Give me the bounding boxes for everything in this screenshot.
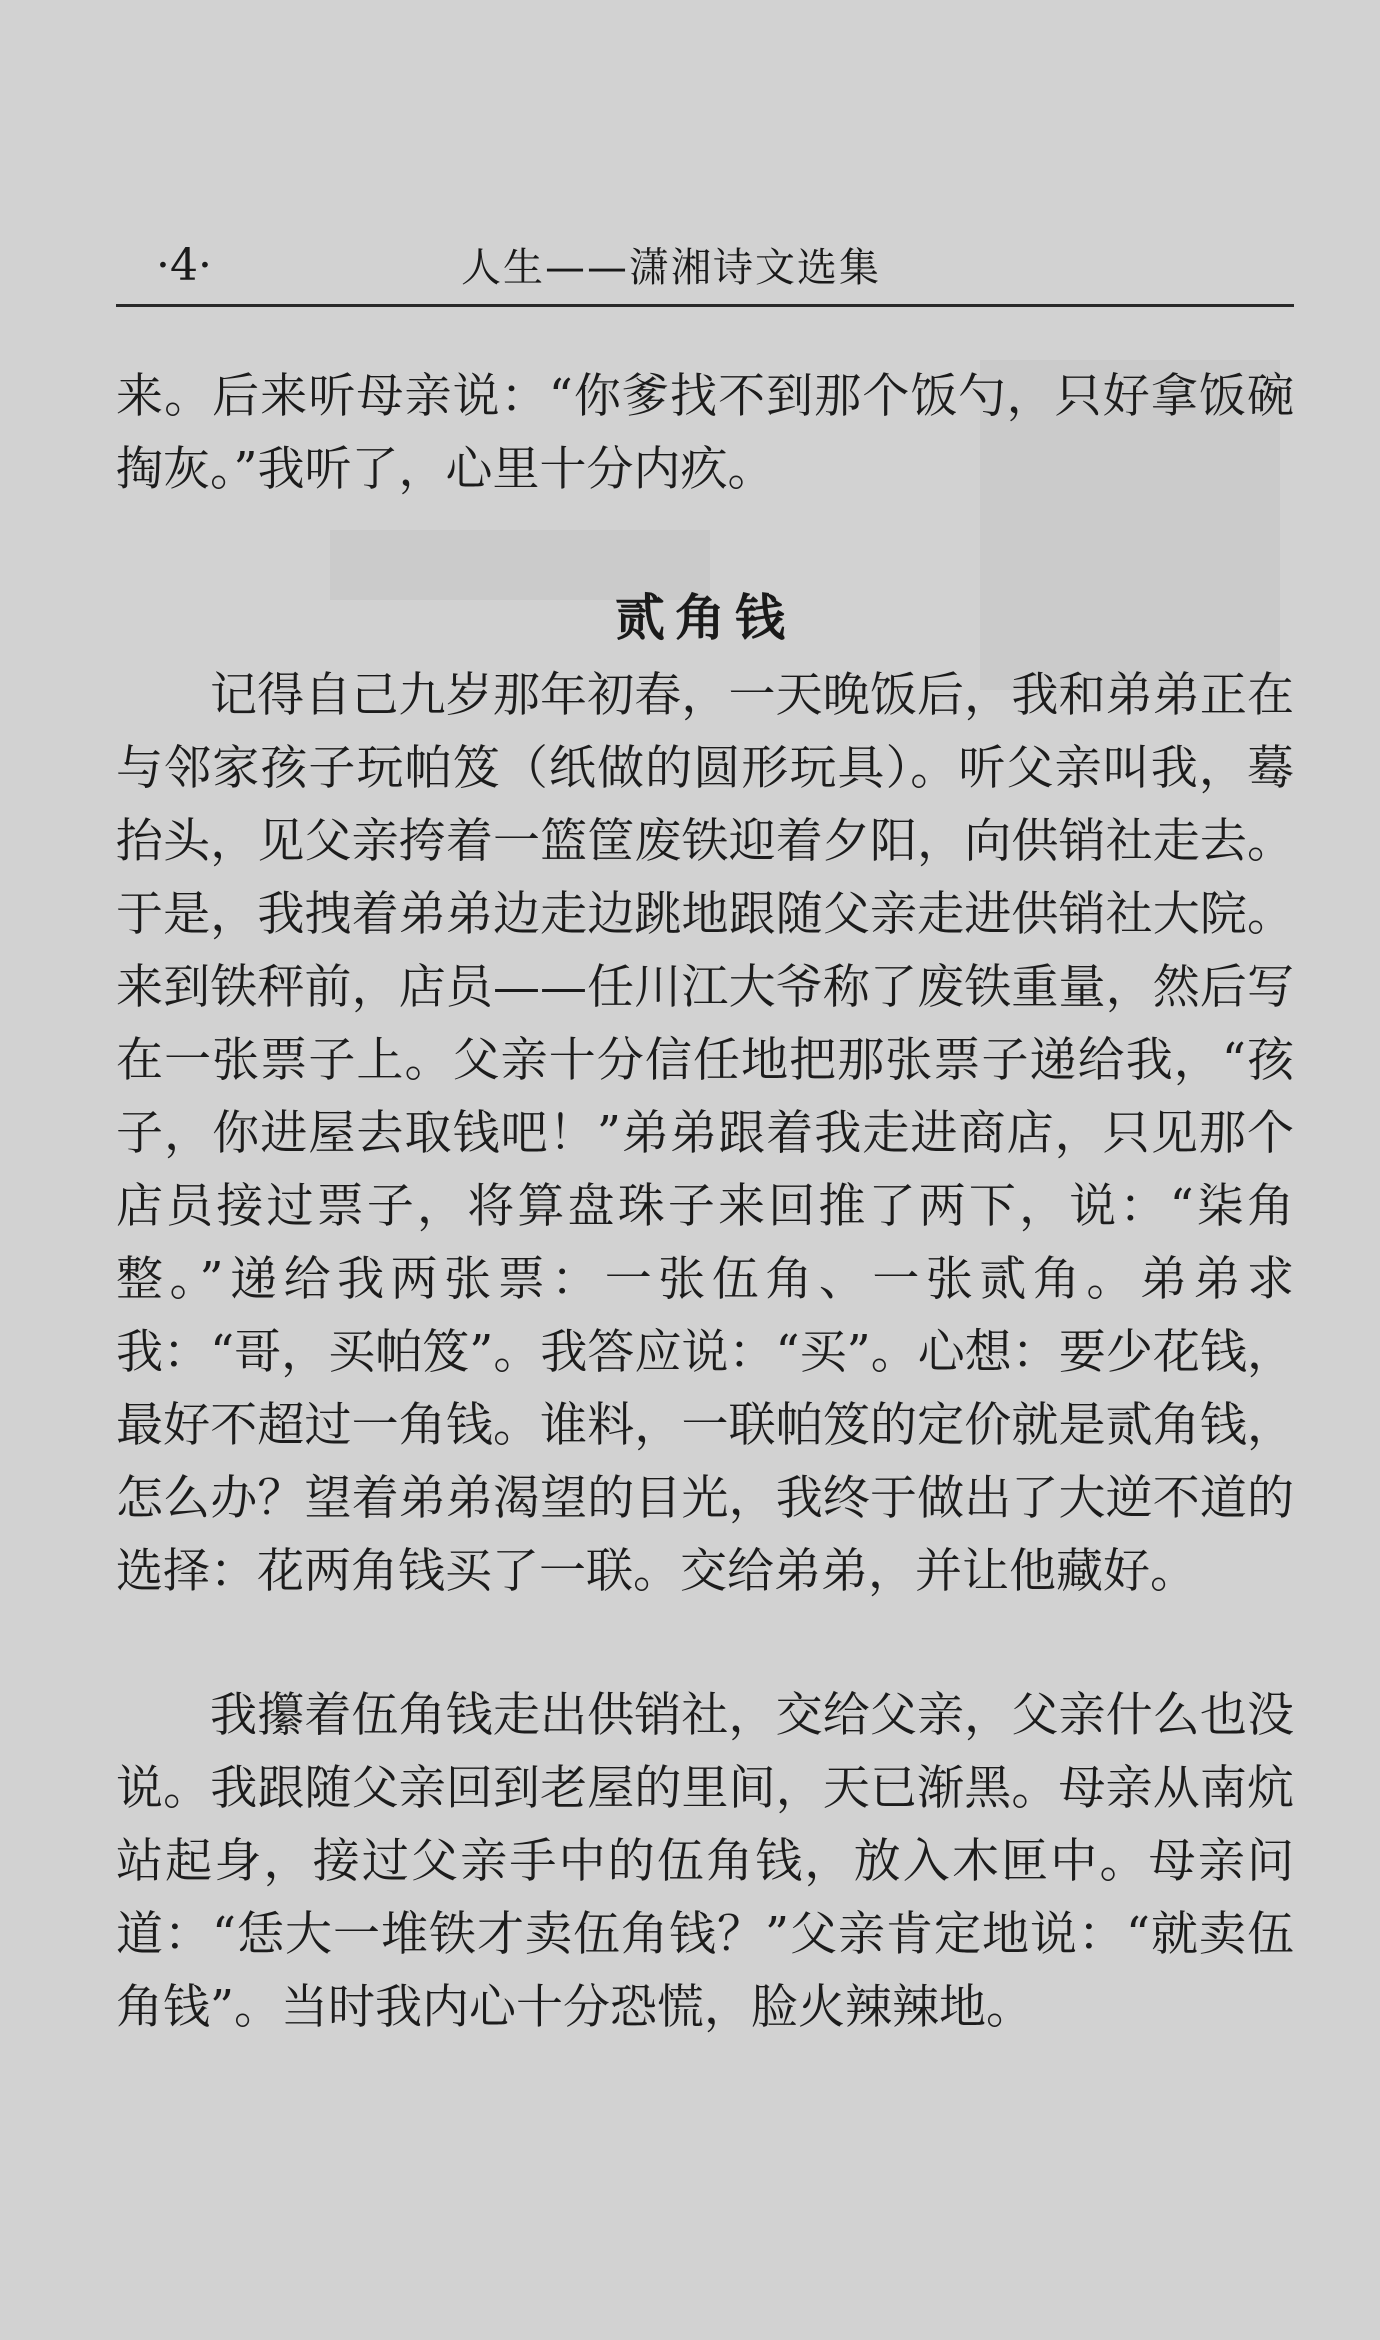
page-number: ·4·	[156, 240, 212, 291]
running-title: 人生——潇湘诗文选集	[461, 245, 881, 291]
page-header	[116, 236, 1294, 296]
body-paragraph: 我攥着伍角钱走出供销社，交给父亲，父亲什么也没说。我跟随父亲回到老屋的里间，天已渐黑。母亲从南炕站起身，接过父亲手中的伍角钱，放入木匣中。母亲问道：“恁大一堆铁才卖伍角钱？”父亲肯定地说：“就卖伍角钱”。当时我内心十分恐慌，脸火辣辣地。	[116, 1688, 1294, 2035]
continuation-paragraph: 来。后来听母亲说：“你爹找不到那个饭勺，只好拿饭碗掏灰。”我听了，心里十分内疚。	[116, 369, 1294, 497]
section-title: 贰角钱	[615, 589, 795, 647]
body-paragraph: 记得自己九岁那年初春，一天晚饭后，我和弟弟正在与邻家孩子玩帕笈（纸做的圆形玩具）。听父亲叫我，蓦抬头，见父亲挎着一篮筐废铁迎着夕阳，向供销社走去。于是，我拽着弟弟边走边跳地跟随父亲走进供销社大院。来到铁秤前，店员——任川江大爷称了废铁重量，然后写在一张票子上。父亲十分信任地把那张票子递给我，“孩子，你进屋去取钱吧！”弟弟跟着我走进商店，只见那个店员接过票子，将算盘珠子来回推了两下，说：“柒角整。”递给我两张票：一张伍角、一张贰角。弟弟求我：“哥，买帕笈”。我答应说：“买”。心想：要少花钱，最好不超过一角钱。谁料，一联帕笈的定价就是贰角钱，怎么办？望着弟弟渴望的目光，我终于做出了大逆不道的选择：花两角钱买了一联。交给弟弟，并让他藏好。	[116, 668, 1294, 1599]
header-rule	[116, 304, 1294, 307]
